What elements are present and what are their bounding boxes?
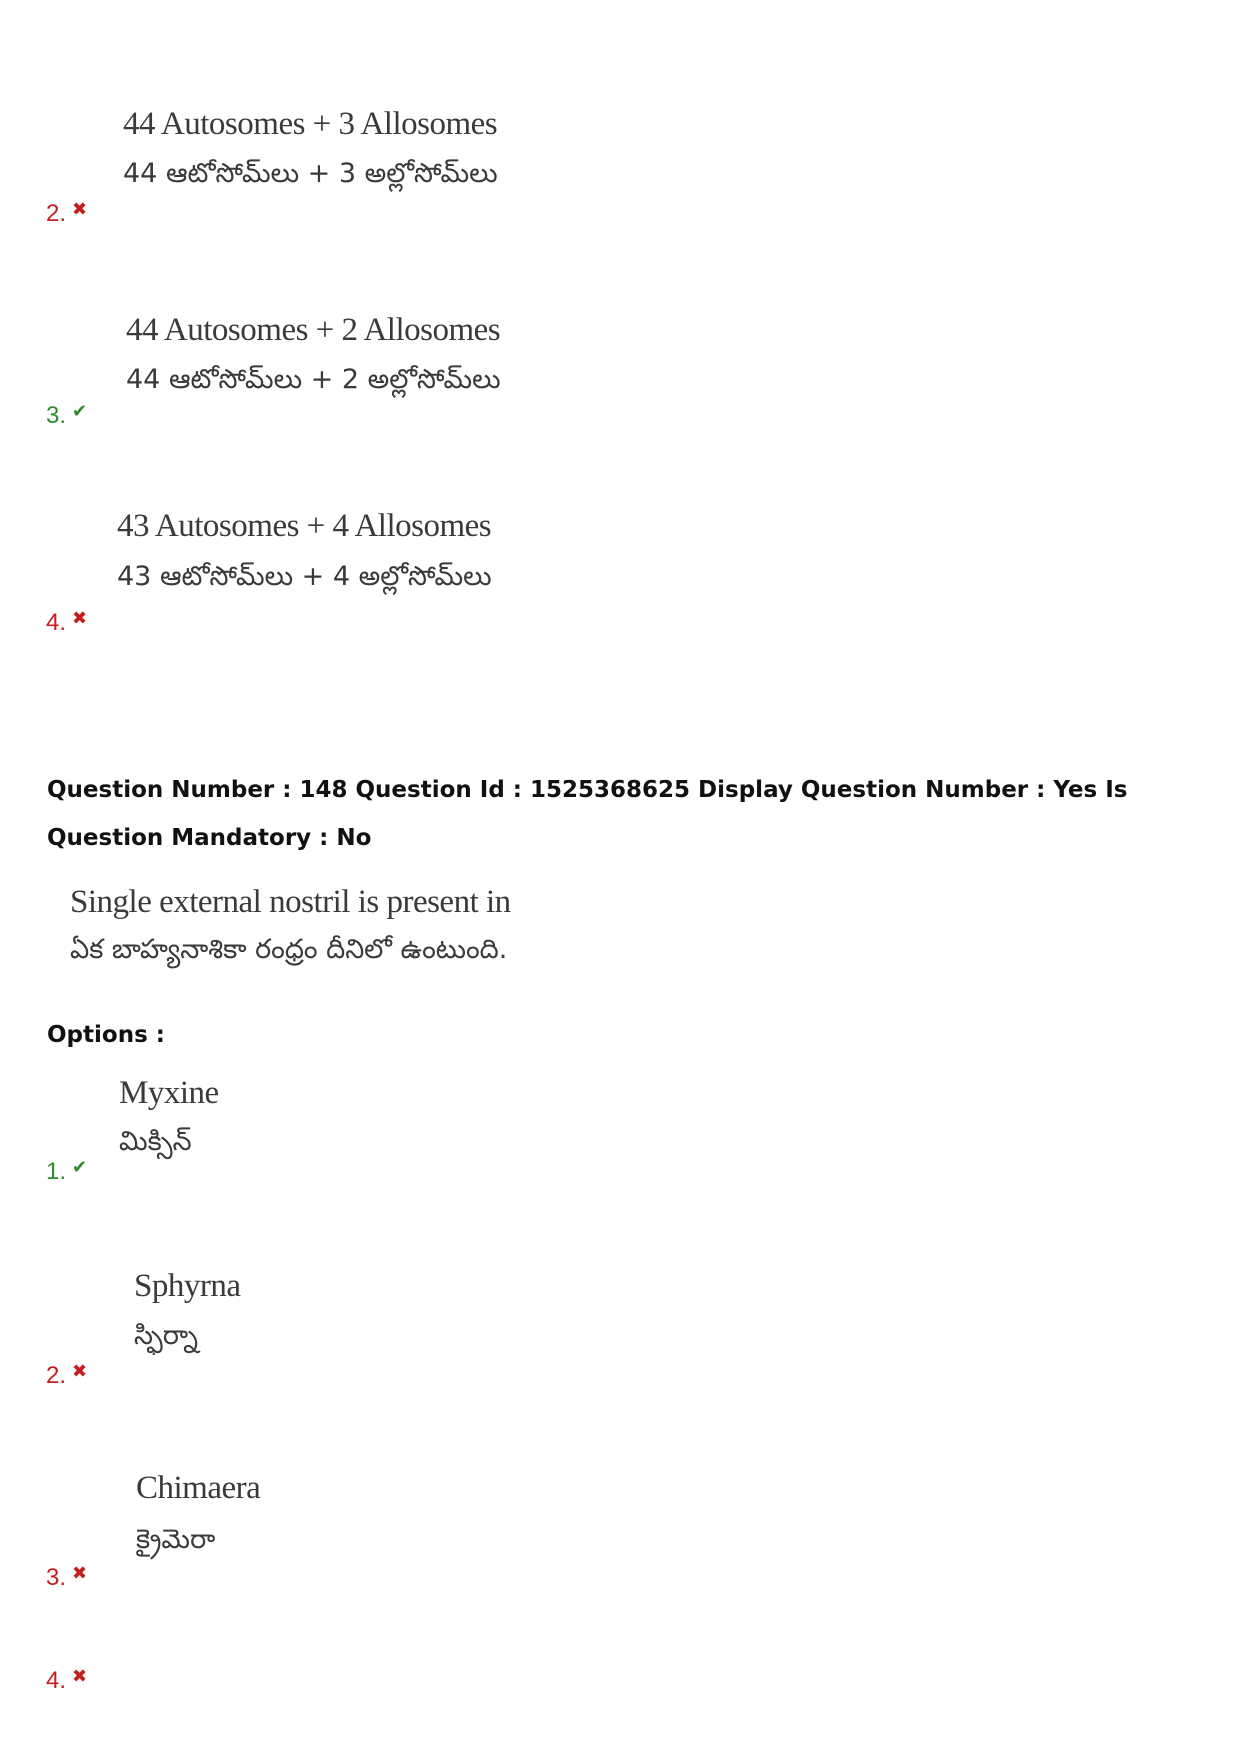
option-1-number [46,1158,87,1186]
option-2-number [46,1362,87,1390]
option-4-number [46,1667,87,1695]
option-2-telugu: స్ఫిర్నా [134,1320,198,1351]
question-text-telugu: ఏక బాహ్యనాశికా రంధ్రం దీనిలో ఉంటుంది. [70,934,508,965]
prev-option-2-number [46,200,87,228]
prev-option-3-number [46,402,87,430]
prev-option-3-english: 44 Autosomes + 2 Allosomes [126,312,501,348]
wrong-cross-icon: ✖ [72,1563,88,1583]
options-label: Options : [47,1022,165,1048]
prev-option-3-telugu: 44 ఆటోసోమ్‌లు + 2 అల్లోసోమ్‌లు [126,364,501,395]
option-1-telugu: మిక్సిన్ [119,1126,192,1157]
question-meta: Question Number : 148 Question Id : 1525368625 Display Question Number : Yes Is Question Mandatory : No [47,777,1128,851]
option-3-english: Chimaera [136,1470,261,1506]
correct-check-icon: ✔ [72,1157,88,1177]
option-number-label: 2. [46,200,67,227]
option-number-label: 4. [46,609,67,636]
wrong-cross-icon: ✖ [72,1361,88,1381]
option-3-telugu: క్రైమెరా [136,1524,216,1555]
prev-option-4-number [46,609,87,637]
option-number-label: 4. [46,1667,67,1694]
option-3-number [46,1564,87,1592]
prev-option-4-english: 43 Autosomes + 4 Allosomes [117,508,492,544]
option-number-label: 2. [46,1362,67,1389]
question-text-english: Single external nostril is present in [70,884,511,920]
option-2-english: Sphyrna [134,1268,241,1304]
prev-option-2-telugu: 44 ఆటోసోమ్‌లు + 3 అల్లోసోమ్‌లు [123,158,498,189]
wrong-cross-icon: ✖ [72,608,88,628]
option-1-english: Myxine [119,1075,219,1111]
wrong-cross-icon: ✖ [72,199,88,219]
option-number-label: 1. [46,1158,67,1185]
prev-option-4-telugu: 43 ఆటోసోమ్‌లు + 4 అల్లోసోమ్‌లు [117,561,492,592]
correct-check-icon: ✔ [72,401,88,421]
option-number-label: 3. [46,402,67,429]
wrong-cross-icon: ✖ [72,1666,88,1686]
option-number-label: 3. [46,1564,67,1591]
prev-option-2-english: 44 Autosomes + 3 Allosomes [123,106,498,142]
